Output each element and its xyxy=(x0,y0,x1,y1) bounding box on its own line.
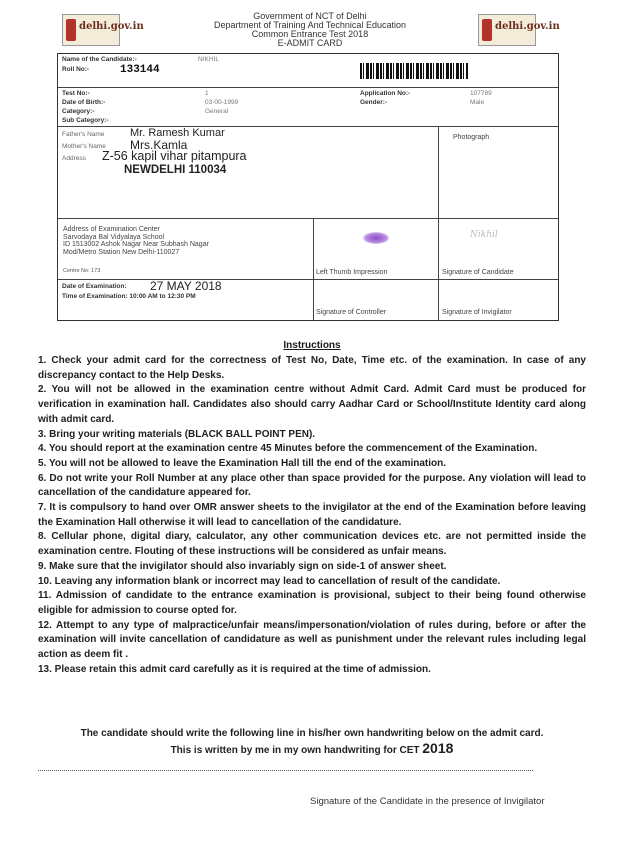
instruction-item: 8. Cellular phone, digital diary, calculator, any other communication devices etc. are not permitted inside the examination centre. Flouting of these instructions will be considered as unfair means. xyxy=(38,531,586,558)
gender-label: Gender:- xyxy=(360,99,388,106)
handwriting-instruction: The candidate should write the following line in his/her own handwriting below on the admit card. xyxy=(80,728,544,739)
sub-category-label: Sub Category:- xyxy=(62,117,109,124)
roll-label: Roll No:- xyxy=(62,66,90,73)
instruction-item: 13. Please retain this admit card carefully as it is required at the time of admission. xyxy=(38,663,431,675)
page-header xyxy=(0,6,617,50)
address-label: Address xyxy=(62,155,86,162)
handwriting-sample-line xyxy=(38,741,586,758)
test-no-value: 1 xyxy=(205,90,209,97)
father-name-value: Mr. Ramesh Kumar xyxy=(130,127,225,139)
logo-text: delhi.gov.in xyxy=(495,21,560,32)
exam-time: Time of Examination: 10:00 AM to 12:30 PM xyxy=(62,293,196,300)
father-name-label: Father's Name xyxy=(62,131,105,138)
header-line-government: Government of NCT of Delhi xyxy=(253,11,367,21)
handwriting-dotted-line xyxy=(38,770,533,771)
instruction-item: 6. Do not write your Roll Number at any place other than space provided for the purpose. Any violation will lead to cancellation of the candidature appeared for. xyxy=(38,472,586,499)
header-text xyxy=(150,12,470,48)
centre-number: Centre No: 173 xyxy=(63,268,101,274)
exam-date-value: 27 MAY 2018 xyxy=(150,279,222,293)
handwriting-sample-text: This is written by me in my own handwriting for CET xyxy=(170,745,420,756)
exam-centre-line: ID 1513002 Ashok Nagar Near Subhash Nagar xyxy=(63,241,209,248)
barcode xyxy=(360,63,468,79)
candidate-signature-label: Signature of Candidate xyxy=(442,269,514,276)
thumb-impression-label: Left Thumb Impression xyxy=(316,269,388,276)
exam-centre-line: Mod/Metro Station New Delhi-110027 xyxy=(63,248,180,256)
name-label: Name of the Candidate:- xyxy=(62,56,137,63)
divider xyxy=(313,218,314,320)
logo-text: delhi.gov.in xyxy=(79,21,144,32)
header-line-exam: Common Entrance Test 2018 xyxy=(251,29,369,39)
roll-number: 133144 xyxy=(120,64,160,76)
divider xyxy=(58,87,558,88)
application-no-value: 107789 xyxy=(470,90,492,97)
emblem-icon xyxy=(66,19,76,41)
mother-name-label: Mother's Name xyxy=(62,143,106,150)
address-line-2: NEWDELHI 110034 xyxy=(124,164,227,176)
exam-date-label: Date of Examination: xyxy=(62,283,127,290)
invigilator-signature-label: Signature of Invigilator xyxy=(442,309,512,316)
name-value: NIKHIL xyxy=(198,56,219,63)
handwriting-note xyxy=(38,727,586,758)
controller-signature-label: Signature of Controller xyxy=(316,309,387,316)
admit-card xyxy=(57,53,559,321)
instruction-item: 1. Check your admit card for the correctness of Test No, Date, Time etc. of the examination. In case of any discrepancy contact to the Help Desks. xyxy=(38,355,586,381)
instruction-item: 3. Bring your writing materials (BLACK BALL POINT PEN). xyxy=(38,428,316,440)
instruction-item: 10. Leaving any information blank or incorrect may lead to cancellation of result of the candidate. xyxy=(38,575,501,587)
instructions-section xyxy=(38,340,586,677)
instruction-item: 5. You will not be allowed to leave the Examination Hall till the end of the examination. xyxy=(38,457,447,469)
delhi-gov-logo-left xyxy=(62,14,144,46)
exam-centre-address xyxy=(63,226,209,256)
candidate-signature-image: Nikhil xyxy=(470,230,498,240)
instruction-item: 4. You should report at the examination centre 45 Minutes before the commencement of the Examination. xyxy=(38,443,538,455)
thumb-impression xyxy=(363,232,389,244)
dob-value: 03-00-1999 xyxy=(205,99,239,106)
gender-value: Male xyxy=(470,99,485,106)
category-value: General xyxy=(205,108,229,115)
handwriting-sample-year: 2018 xyxy=(422,740,454,756)
header-line-department: Department of Training And Technical Education xyxy=(214,20,406,30)
test-no-label: Test No:- xyxy=(62,90,90,97)
emblem-icon xyxy=(482,19,492,41)
divider xyxy=(58,218,558,219)
mother-name-value: Mrs.Kamla xyxy=(130,138,188,152)
category-label: Category:- xyxy=(62,108,95,115)
instruction-item: 12. Attempt to any type of malpractice/unfair means/impersonation/violation of rules during, before or after the examination will invite cancellation of candidature as well as punishment under the relevant rules including legal action as deem fit . xyxy=(38,619,586,661)
instruction-item: 2. You will not be allowed in the examination centre without Admit Card. Admit Card must be produced for verification in examination hall. Candidates also should carry Aadhar Card or School/Institute Identity card along with admit card. xyxy=(38,384,586,425)
divider xyxy=(438,126,439,218)
header-line-admit-card: E-ADMIT CARD xyxy=(277,38,343,48)
instruction-item: 7. It is compulsory to hand over OMR answer sheets to the invigilator at the end of the Examination before leaving the Examination Hall otherwise it will lead to cancellation of the candidature. xyxy=(38,502,586,528)
dob-label: Date of Birth:- xyxy=(62,99,106,106)
delhi-gov-logo-right xyxy=(478,14,560,46)
application-no-label: Application No:- xyxy=(360,90,411,97)
candidate-signature-caption: Signature of the Candidate in the presence of Invigilator xyxy=(310,796,545,807)
instructions-title: Instructions xyxy=(283,340,341,351)
exam-centre-line: Address of Examination Center xyxy=(63,226,160,233)
exam-centre-line: Sarvodaya Bal Vidyalaya School xyxy=(63,233,165,241)
photograph-label: Photograph xyxy=(453,134,490,141)
divider xyxy=(58,279,558,280)
address-line-1: Z-56 kapil vihar pitampura xyxy=(102,149,247,163)
instruction-item: 9. Make sure that the invigilator should also invariably sign on side-1 of answer sheet. xyxy=(38,560,447,572)
instruction-item: 11. Admission of candidate to the entrance examination is provisional, subject to their being found otherwise eligible for admission to course opted for. xyxy=(38,590,586,616)
divider xyxy=(438,218,439,320)
instructions-list xyxy=(38,354,586,677)
